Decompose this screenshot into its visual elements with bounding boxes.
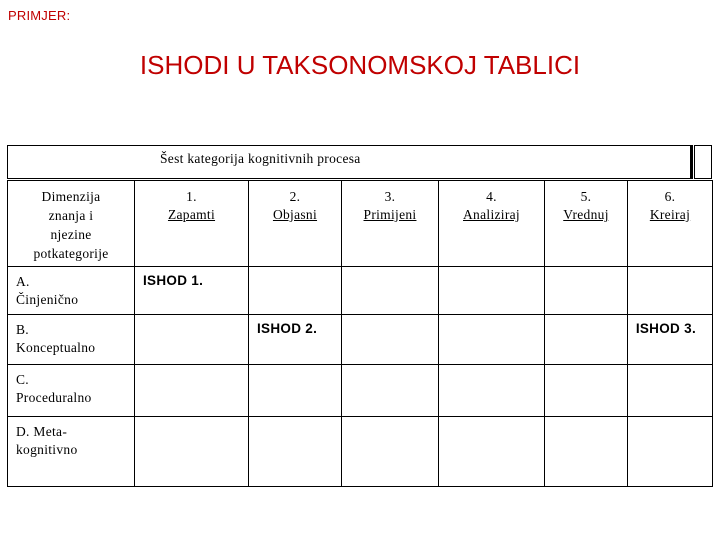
table-cell	[628, 365, 713, 417]
row-label-a	[8, 267, 135, 315]
dimension-label-line: njezine	[50, 227, 92, 242]
table-cell	[342, 267, 439, 315]
ishod-3: ISHOD 3.	[635, 321, 696, 336]
category-verb: Vrednuj	[563, 207, 609, 222]
row-label-letter: A.	[16, 274, 30, 289]
ishod-2-cell	[249, 315, 342, 365]
category-header-3	[342, 181, 439, 267]
row-label-text: kognitivno	[16, 442, 78, 457]
table-row-b	[8, 315, 713, 365]
table-cell	[439, 417, 545, 487]
table-cell	[545, 267, 628, 315]
table-cell	[342, 365, 439, 417]
table-header-text: Šest kategorija kognitivnih procesa	[160, 151, 361, 166]
category-number: 3.	[384, 189, 396, 204]
category-header-5	[545, 181, 628, 267]
table-row-a	[8, 267, 713, 315]
category-number: 1.	[186, 189, 197, 204]
table-cell	[439, 365, 545, 417]
row-label-text: Konceptualno	[16, 340, 96, 355]
category-header-6	[628, 181, 713, 267]
row-label-letter: D. Meta-	[16, 424, 68, 439]
dimension-header-cell	[8, 181, 135, 267]
example-label: PRIMJER:	[8, 8, 71, 23]
row-label-c	[8, 365, 135, 417]
ishod-3-cell	[628, 315, 713, 365]
table-row-d	[8, 417, 713, 487]
ishod-2: ISHOD 2.	[257, 321, 318, 336]
table-cell	[249, 267, 342, 315]
category-verb: Kreiraj	[649, 207, 691, 222]
table-cell	[628, 267, 713, 315]
ishod-1: ISHOD 1.	[143, 273, 204, 288]
taxonomy-table	[7, 180, 713, 487]
table-cell	[545, 365, 628, 417]
table-row-c	[8, 365, 713, 417]
table-cell	[135, 417, 249, 487]
table-cell	[249, 365, 342, 417]
table-cell	[342, 417, 439, 487]
category-header-1	[135, 181, 249, 267]
category-verb: Primijeni	[363, 207, 417, 222]
table-cell	[439, 315, 545, 365]
category-number: 2.	[289, 189, 301, 204]
table-header-row	[8, 181, 713, 267]
page-title: ISHODI U TAKSONOMSKOJ TABLICI	[139, 50, 581, 80]
category-verb: Zapamti	[167, 207, 216, 222]
category-header-2	[249, 181, 342, 267]
category-number: 5.	[580, 189, 592, 204]
row-label-d	[8, 417, 135, 487]
dimension-label-line: potkategorije	[33, 246, 109, 261]
table-cell	[628, 417, 713, 487]
category-number: 6.	[664, 189, 676, 204]
row-label-text: Činjenično	[16, 292, 79, 307]
row-label-letter: C.	[16, 372, 29, 387]
table-cell	[135, 365, 249, 417]
row-label-text: Proceduralno	[16, 390, 92, 405]
category-verb: Objasni	[272, 207, 318, 222]
dimension-label-line: Dimenzija	[41, 189, 101, 204]
category-number: 4.	[486, 189, 497, 204]
category-verb: Analiziraj	[463, 207, 520, 222]
table-cell	[545, 417, 628, 487]
table-cell	[439, 267, 545, 315]
table-cell	[545, 315, 628, 365]
table-cell	[135, 315, 249, 365]
table-cell	[249, 417, 342, 487]
row-label-letter: B.	[16, 322, 29, 337]
category-header-4	[439, 181, 545, 267]
table-cell	[342, 315, 439, 365]
table-header-tab	[694, 145, 712, 179]
dimension-label-line: znanja i	[48, 208, 94, 223]
ishod-1-cell	[135, 267, 249, 315]
row-label-b	[8, 315, 135, 365]
